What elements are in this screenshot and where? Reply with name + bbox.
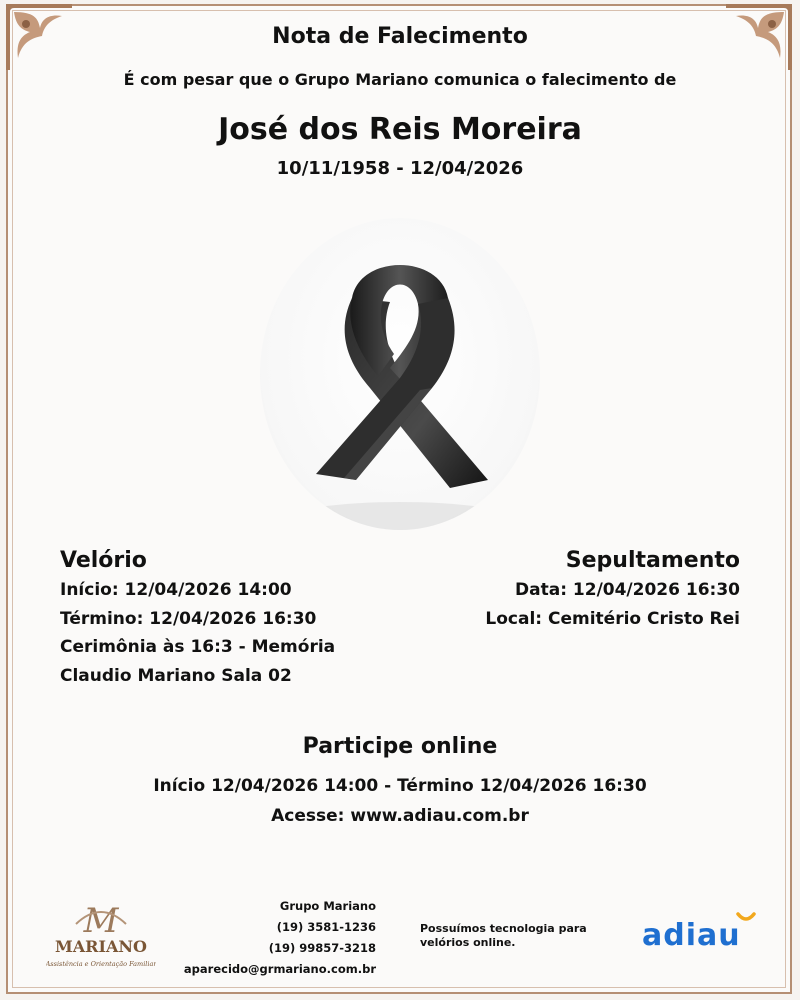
contact-info: [180, 896, 376, 980]
svg-text:M: M: [83, 902, 119, 941]
life-dates: 10/11/1958 - 12/04/2026: [276, 158, 524, 179]
sepultamento-date: Data: 12/04/2026 16:30: [515, 580, 740, 600]
online-time: Início 12/04/2026 14:00 - Término 12/04/2026 16:30: [153, 776, 647, 796]
adiau-logo: [642, 918, 762, 958]
velorio-end: Término: 12/04/2026 16:30: [60, 608, 317, 629]
notice-intro: É com pesar que o Grupo Mariano comunica o falecimento de: [123, 70, 677, 89]
ribbon-photo: [260, 218, 540, 530]
tech-note: [420, 922, 610, 950]
velorio-heading: Velório: [60, 548, 147, 573]
velorio-room: Claudio Mariano Sala 02: [60, 665, 292, 686]
sepultamento-location: Local: Cemitério Cristo Rei: [485, 608, 740, 629]
velorio-ceremony: Cerimônia às 16:3 - Memória: [60, 637, 336, 657]
velorio-start: Início: 12/04/2026 14:00: [60, 580, 292, 600]
tech-line-2: velórios online.: [420, 936, 516, 949]
adiau-accent-icon: [735, 912, 757, 924]
notice-title: Nota de Falecimento: [272, 24, 528, 49]
deceased-name: José dos Reis Moreira: [218, 112, 582, 147]
velorio-section: [60, 546, 380, 690]
tech-line-1: Possuímos tecnologia para: [420, 922, 587, 935]
mariano-logo: [46, 902, 156, 972]
mourning-ribbon-icon: [260, 218, 540, 530]
phone-2: (19) 99857-3218: [268, 941, 376, 955]
mariano-logo-text: MARIANO: [55, 937, 147, 956]
email[interactable]: aparecido@grmariano.com.br: [183, 962, 376, 976]
online-heading: Participe online: [302, 734, 498, 759]
adiau-logo-text: adiau: [642, 918, 741, 953]
online-url[interactable]: Acesse: www.adiau.com.br: [271, 806, 529, 826]
phone-1: (19) 3581-1236: [276, 920, 376, 934]
sepultamento-heading: Sepultamento: [565, 548, 740, 573]
company-name: Grupo Mariano: [279, 899, 376, 913]
mariano-logo-subtext: Assistência e Orientação Familiar: [46, 960, 156, 968]
sepultamento-section: [410, 546, 740, 633]
